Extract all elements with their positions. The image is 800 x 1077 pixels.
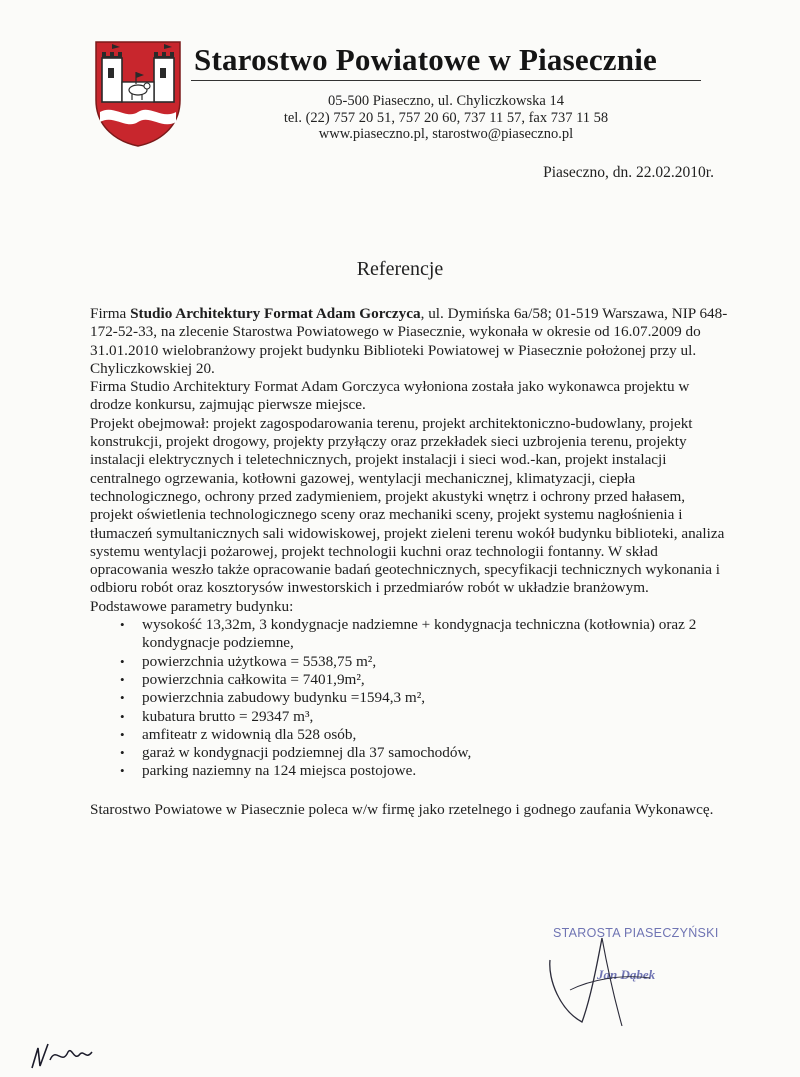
list-item (120, 689, 730, 707)
bullet-icon: • (120, 690, 125, 706)
bullet-icon: • (120, 671, 125, 687)
bullet-icon: • (120, 708, 125, 724)
paragraph-selection: Firma Studio Architektury Format Adam Gorczyca wyłoniona została jako wykonawca projektu w drodze konkursu, zajmując pierwsze miejsce. (90, 378, 690, 414)
bullet-icon: • (120, 763, 125, 779)
bullet-icon: • (120, 653, 125, 669)
letter-body (90, 305, 730, 819)
list-item-text: powierzchnia zabudowy budynku =1594,3 m², (142, 689, 426, 707)
company-name: Studio Architektury Format Adam Gorczyca (130, 305, 421, 322)
handwritten-initials-icon (28, 1040, 98, 1072)
web-email-line: www.piaseczno.pl, starostwo@piaseczno.pl (318, 126, 574, 142)
letter-date: Piaseczno, dn. 22.02.2010r. (543, 164, 714, 181)
paragraph-scope: Projekt obejmował: projekt zagospodarowania terenu, projekt architektoniczno-budowlany, projekt konstrukcji, projekt drogowy, projekty przyłączy oraz przekładek sieci uzbrojenia terenu, projekty instalacji elektrycznych i teletechnicznych, projekt instalacji i sieci wod.-kan, projekt instalacji centralnego ogrzewania, kotłowni gazowej, wentylacji mechanicznej, klimatyzacji, ciepła technologicznego, ochrony przed zadymieniem, projekt akustyki wnętrz i ochrony przed hałasem, projekt oświetlenia technologicznego sceny oraz mechaniki sceny, projekt systemu nagłośnienia i tłumaczeń symultanicznych sali widowiskowej, projekt zieleni terenu wokół budynku biblioteki, analiza systemu wentylacji pożarowej, projekt technologii kuchni oraz technologii fontanny. W skład opracowania weszło także opracowanie badań geotechnicznych, specyfikacji technicznych wykonania i odbioru robót oraz kosztorysów inwestorskich i przedmiarów robót w układzie branżowym. (90, 414, 725, 597)
bullet-icon: • (120, 745, 125, 761)
bullet-icon: • (120, 617, 125, 633)
bullet-icon: • (120, 726, 125, 742)
paragraph-closing: Starostwo Powiatowe w Piasecznie poleca w/w firmę jako rzetelnego i godnego zaufania Wykonawcę. (90, 800, 714, 818)
organization-name: Starostwo Powiatowe w Piasecznie (194, 42, 657, 77)
intro-text: , ul. Dymińska 6a/58; 01-519 Warszawa, NIP 648-172-52-33, na zlecenie Starostwa Powiatowego w Piasecznie, wykonała w okresie od 16.07.2009 do 31.01.2010 wielobranżowy projekt budynku Biblioteki Powiatowej w Piasecznie położonej przy ul. Chyliczkowskiej 20. (90, 305, 728, 377)
address-line: 05-500 Piaseczno, ul. Chyliczkowska 14 (328, 93, 564, 109)
list-item (120, 708, 730, 726)
list-item-text: garaż w kondygnacji podziemnej dla 37 samochodów, (142, 744, 472, 762)
paragraph-intro (90, 305, 730, 378)
list-item-text: powierzchnia całkowita = 7401,9m², (142, 670, 365, 688)
list-item (120, 762, 730, 780)
list-item-text: powierzchnia użytkowa = 5538,75 m², (142, 652, 377, 670)
list-item (120, 616, 730, 653)
list-item-text: amfiteatr z widownią dla 528 osób, (142, 725, 357, 743)
list-item (120, 671, 730, 689)
coat-of-arms-icon (92, 38, 184, 148)
list-item (120, 744, 730, 762)
phone-line: tel. (22) 757 20 51, 757 20 60, 737 11 57, fax 737 11 58 (283, 110, 609, 126)
list-item-text: wysokość 13,32m, 3 kondygnacje nadziemne + kondygnacja techniczna (kotłownia) oraz 2 kondygnacje podziemne, (142, 616, 697, 652)
letter-title: Referencje (356, 258, 444, 280)
params-heading: Podstawowe parametry budynku: (90, 597, 294, 615)
list-item (120, 726, 730, 744)
stamp-name: Jan Dąbek (597, 967, 656, 982)
intro-prefix: Firma (90, 305, 131, 322)
list-item-text: parking naziemny na 124 miejsca postojowe. (142, 762, 417, 780)
handwritten-signature-icon (530, 930, 680, 1030)
stamp-title: STAROSTA PIASECZYŃSKI (553, 926, 719, 940)
params-list (90, 616, 730, 781)
list-item (120, 653, 730, 671)
list-item-text: kubatura brutto = 29347 m³, (142, 707, 314, 725)
header-divider (191, 80, 701, 81)
